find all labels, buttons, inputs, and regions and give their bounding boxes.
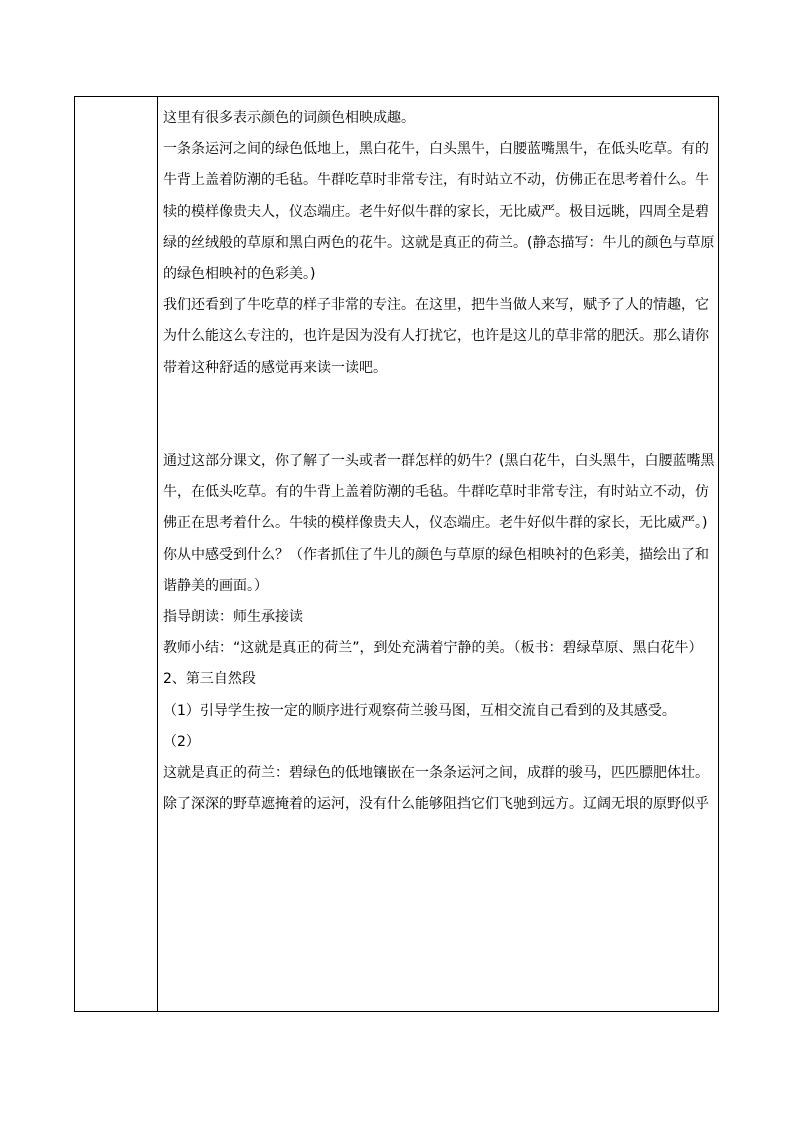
text-line: 通过这部分课文，你了解了一头或者一群怎样的奶牛？(黑白花牛，白头黑牛，白腰蓝嘴黑 xyxy=(163,453,715,470)
lesson-table xyxy=(74,96,719,1012)
text-line: 指导朗读：师生承接读 xyxy=(163,609,303,625)
text-line: 除了深深的野草遮掩着的运河，没有什么能够阻挡它们飞驰到远方。辽阔无垠的原野似乎 xyxy=(163,796,709,813)
text-line: 的绿色相映衬的色彩美。) xyxy=(163,265,316,282)
blank-line xyxy=(163,384,717,415)
text-line: 这里有很多表示颜色的词颜色相映成趣。 xyxy=(163,110,415,126)
table-left-column xyxy=(75,97,158,1011)
text-line: 为什么能这么专注的，也许是因为没有人打扰它，也许是这儿的草非常的肥沃。那么请你 xyxy=(163,328,709,345)
text-line: 牛背上盖着防潮的毛毡。牛群吃草时非常专注，有时站立不动，仿佛正在思考着什么。牛 xyxy=(163,172,709,189)
text-line: 牛，在低头吃草。有的牛背上盖着防潮的毛毡。牛群吃草时非常专注，有时站立不动，仿 xyxy=(163,484,709,501)
text-line: 犊的模样像贵夫人，仪态端庄。老牛好似牛群的家长，无比威严。极目远眺，四周全是碧 xyxy=(163,203,709,220)
text-line: 你从中感受到什么？（作者抓住了牛儿的颜色与草原的绿色相映衬的色彩美，描绘出了和 xyxy=(163,546,709,563)
text-line: （1）引导学生按一定的顺序进行观察荷兰骏马图，互相交流自己看到的及其感受。 xyxy=(163,702,676,719)
text-line: 2、第三自然段 xyxy=(163,671,256,688)
text-line: 谐静美的画面。） xyxy=(163,577,268,594)
blank-line xyxy=(163,415,717,446)
table-right-column xyxy=(159,97,718,1011)
lesson-content xyxy=(163,103,717,820)
text-line: 一条条运河之间的绿色低地上，黑白花牛，白头黑牛，白腰蓝嘴黑牛，在低头吃草。有的 xyxy=(163,141,709,158)
text-line: 带着这种舒适的感觉再来读一读吧。 xyxy=(163,359,387,376)
text-line: 教师小结：“这就是真正的荷兰”，到处充满着宁静的美。（板书：碧绿草原、黑白花牛） xyxy=(163,640,703,657)
text-line: 这就是真正的荷兰：碧绿色的低地镶嵌在一条条运河之间，成群的骏马，匹匹膘肥体壮。 xyxy=(163,764,709,781)
text-line: 我们还看到了牛吃草的样子非常的专注。在这里，把牛当做人来写，赋予了人的情趣，它 xyxy=(163,297,709,314)
text-line: 绿的丝绒般的草原和黑白两色的花牛。这就是真正的荷兰。(静态描写：牛儿的颜色与草原 xyxy=(163,234,715,251)
text-line: （2） xyxy=(163,733,200,750)
text-line: 佛正在思考着什么。牛犊的模样像贵夫人，仪态端庄。老牛好似牛群的家长，无比威严。) xyxy=(163,515,708,532)
